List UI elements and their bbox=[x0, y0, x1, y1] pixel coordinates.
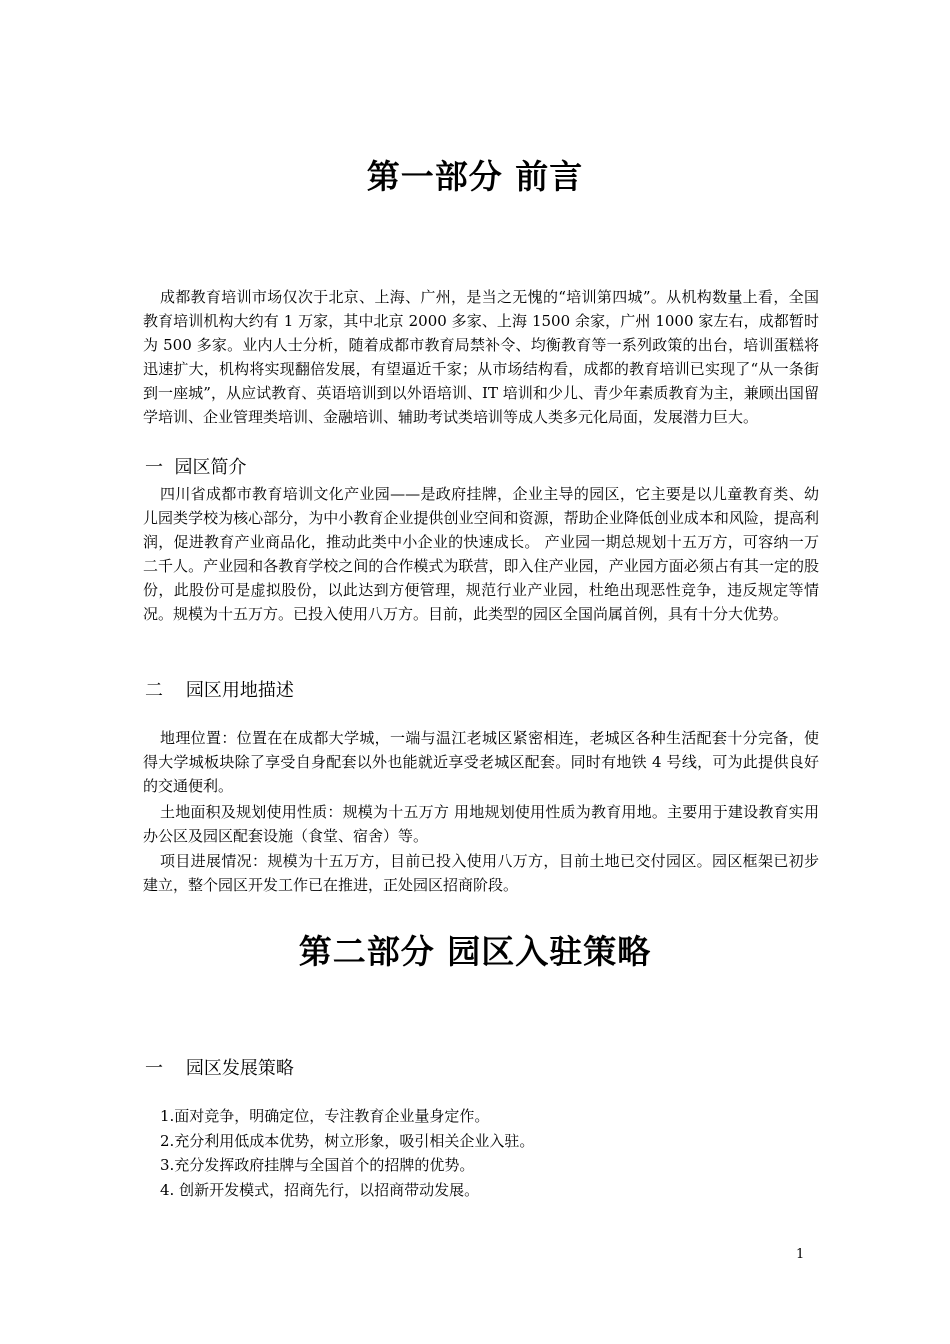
location-paragraph: 地理位置：位置在在成都大学城，一端与温江老城区紧密相连，老城区各种生活配套十分完备，使得大学城板块除了享受自身配套以外也能就近享受老城区配套。同时有地铁 4 号线，可为此提供良好的交通便利。 bbox=[143, 729, 819, 795]
progress-paragraph: 项目进展情况：规模为十五万方，目前已投入使用八万方，目前土地已交付园区。园区框架已初步建立，整个园区开发工作已在推进，正处园区招商阶段。 bbox=[143, 852, 819, 894]
section-number: 二 bbox=[145, 680, 163, 701]
section-heading-park-intro bbox=[145, 456, 246, 480]
list-item: 2.充分利用低成本优势，树立形象，吸引相关企业入驻。 bbox=[160, 1131, 535, 1150]
section-heading-land-description bbox=[145, 679, 294, 703]
part2-title: 第二部分 园区入驻策略 bbox=[298, 932, 652, 971]
list-item: 4. 创新开发模式，招商先行，以招商带动发展。 bbox=[160, 1180, 480, 1199]
land-area-paragraph: 土地面积及规划使用性质：规模为十五万方 用地规划使用性质为教育用地。主要用于建设教育实用办公区及园区配套设施（食堂、宿舍）等。 bbox=[143, 803, 819, 845]
section-title: 园区发展策略 bbox=[185, 1058, 294, 1079]
part1-title: 第一部分 前言 bbox=[366, 157, 584, 196]
list-item: 3.充分发挥政府挂牌与全国首个的招牌的优势。 bbox=[160, 1156, 475, 1174]
section-title: 园区简介 bbox=[174, 457, 247, 478]
list-item: 1.面对竞争，明确定位，专注教育企业量身定作。 bbox=[160, 1107, 490, 1125]
park-intro-paragraph: 四川省成都市教育培训文化产业园——是政府挂牌，企业主导的园区，它主要是以儿童教育类、幼儿园类学校为核心部分，为中小教育企业提供创业空间和资源，帮助企业降低创业成本和风险，提高利润，促进教育产业商品化，推动此类中小企业的快速成长。 产业园一期总规划十五万方，可容纳一万二千人。产业园和各教育学校之间的合作模式为联营，即入住产业园，产业园方面必须占有其一定的股份，此股份可是虚拟股份，以此达到方便管理，规范行业产业园，杜绝出现恶性竞争，违反规定等情况。规模为十五万方。已投入使用八万方。目前，此类型的园区全国尚属首例，具有十分大优势。 bbox=[143, 485, 819, 623]
section-number: 一 bbox=[145, 457, 163, 478]
page-number: 1 bbox=[796, 1247, 805, 1262]
section-number: 一 bbox=[145, 1058, 163, 1079]
section-heading-development-strategy bbox=[145, 1057, 294, 1081]
section-title: 园区用地描述 bbox=[185, 680, 294, 701]
intro-paragraph: 成都教育培训市场仅次于北京、上海、广州，是当之无愧的“培训第四城”。从机构数量上看，全国教育培训机构大约有 1 万家，其中北京 2000 多家、上海 1500 余家，广州 1000 家左右，成都暂时为 500 多家。业内人士分析，随着成都市教育局禁补令、均衡教育等一系列政策的出台，培训蛋糕将迅速扩大，机构将实现翻倍发展，有望逼近千家；从市场结构看，成都的教育培训已实现了“从一条街到一座城”，从应试教育、英语培训到以外语培训、IT 培训和少儿、青少年素质教育为主，兼顾出国留学培训、企业管理类培训、金融培训、辅助考试类培训等成人类多元化局面，发展潜力巨大。 bbox=[143, 288, 819, 426]
strategy-list bbox=[160, 1104, 820, 1202]
